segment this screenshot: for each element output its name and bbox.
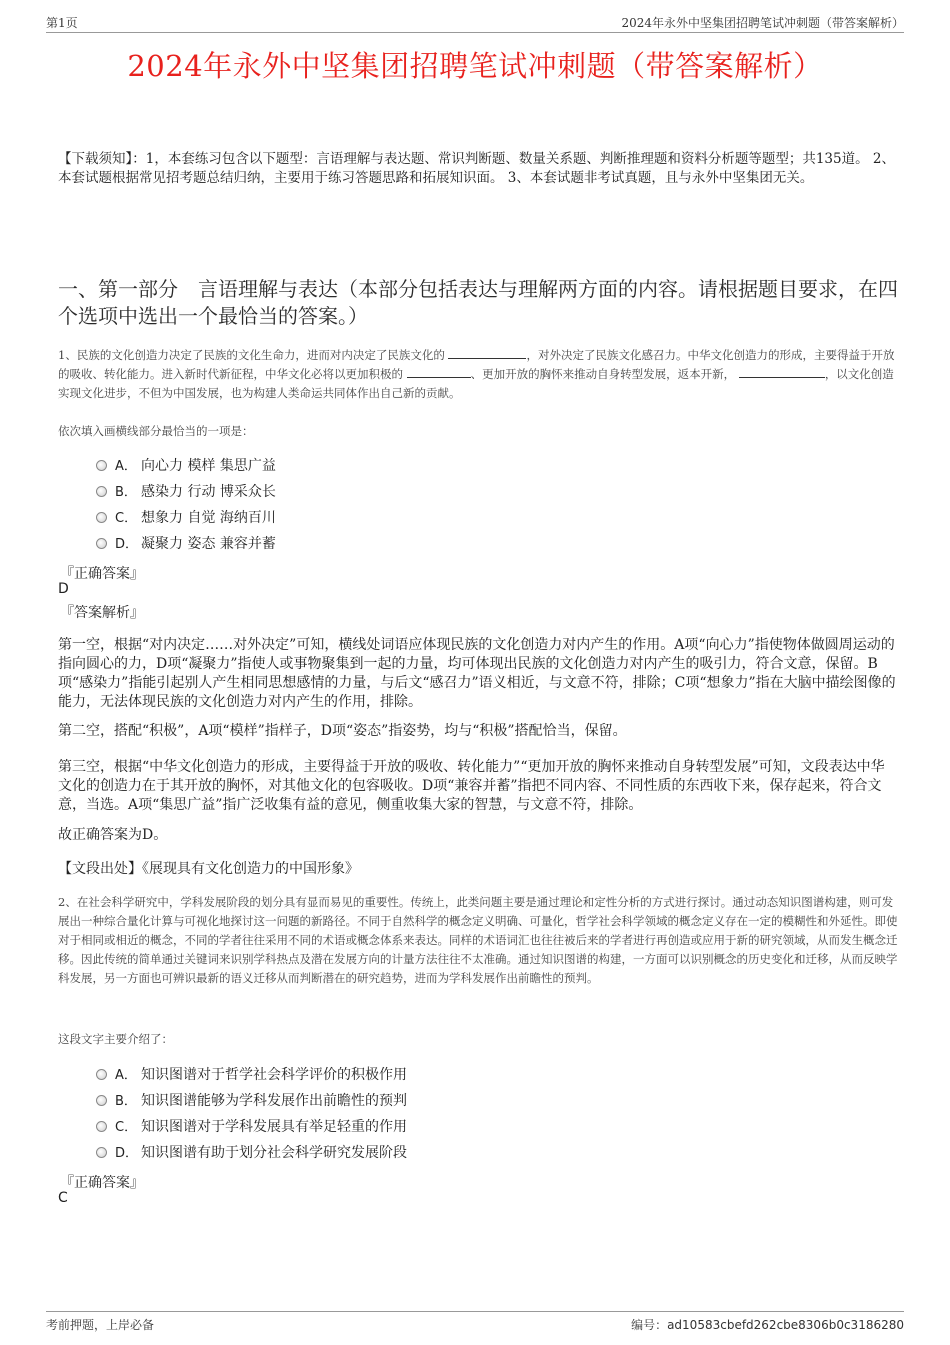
radio-icon[interactable] [96, 538, 107, 549]
q1-source: 【文段出处】《展现具有文化创造力的中国形象》 [58, 861, 359, 877]
q1-analysis-label: 『答案解析』 [60, 605, 144, 621]
q1-answer-label: 『正确答案』 [60, 566, 144, 582]
page-footer [46, 1311, 904, 1334]
question-2-prompt: 这段文字主要介绍了： [58, 1032, 173, 1046]
q1-option-b[interactable]: B． 感染力 行动 博采众长 [96, 482, 276, 502]
radio-icon[interactable] [96, 512, 107, 523]
q2-option-c[interactable]: C． 知识图谱对于学科发展具有举足轻重的作用 [96, 1117, 407, 1137]
q1-analysis-para-3: 第三空，根据“中华文化创造力的形成，主要得益于开放的吸收、转化能力”“更加开放的胸怀来推动自身转型发展”可知，文段表达中华文化的创造力在于其开放的胸怀，对其他文化的包容吸收。D项“兼容并蓄”指把不同内容、不同性质的东西收下来，保存起来，符合文意，当选。A项“集思广益”指广泛收集有益的意见，侧重收集大家的智慧，与文意不符，排除。 [58, 759, 885, 813]
q1-option-a[interactable]: A． 向心力 模样 集思广益 [96, 456, 276, 476]
fill-blank-2 [407, 365, 471, 378]
q1-option-d[interactable]: D． 凝聚力 姿态 兼容并蓄 [96, 534, 276, 554]
radio-icon[interactable] [96, 1069, 107, 1080]
question-1-prompt: 依次填入画横线部分最恰当的一项是： [58, 424, 254, 438]
q1-analysis-para-2: 第二空，搭配“积极”，A项“模样”指样子，D项“姿态”指姿势，均与“积极”搭配恰当，保留。 [58, 723, 627, 739]
radio-icon[interactable] [96, 460, 107, 471]
q2-option-b[interactable]: B． 知识图谱能够为学科发展作出前瞻性的预判 [96, 1091, 407, 1111]
fill-blank-3 [739, 365, 825, 378]
header-doc-title: 2024年永外中坚集团招聘笔试冲刺题（带答案解析） [621, 16, 904, 30]
q1-analysis-para-1: 第一空，根据“对内决定……对外决定”可知，横线处词语应体现民族的文化创造力对内产生的作用。A项“向心力”指使物体做圆周运动的指向圆心的力，D项“凝聚力”指使人或事物聚集到一起的力量，均可体现出民族的文化创造力对内产生的吸引力，符合文意，保留。B项“感染力”指能引起别人产生相同思想感情的力量，与后文“感召力”语义相近，与文意不符，排除；C项“想象力”指在大脑中描绘图像的能力，无法体现民族的文化创造力对内产生的作用，排除。 [58, 637, 896, 710]
radio-icon[interactable] [96, 1121, 107, 1132]
fill-blank-1 [448, 346, 526, 359]
radio-icon[interactable] [96, 1095, 107, 1106]
question-2-text: 2、在社会科学研究中，学科发展阶段的划分具有显而易见的重要性。传统上，此类问题主要是通过理论和定性分析的方式进行探讨。通过动态知识图谱构建，则可发展出一种综合量化计算与可视化地探讨这一问题的新路径。不同于自然科学的概念定义明确、可量化，哲学社会科学领域的概念定义存在一定的模糊性和外延性。即使对于相同或相近的概念，不同的学者往往采用不同的术语或概念体系来表达。同样的术语词汇也往往被后来的学者进行再创造或应用于新的研究领域，从而发生概念迁移。因此传统的简单通过关键词来识别学科热点及潜在发展方向的计量方法往往不太准确。通过知识图谱的构建，一方面可以识别概念的历史变化和迁移，从而反映学科发展，另一方面也可辨识最新的语义迁移从而判断潜在的研究趋势，进而为学科发展作出前瞻性的预判。 [58, 895, 898, 985]
document-title: 2024年永外中坚集团招聘笔试冲刺题（带答案解析） [127, 49, 823, 83]
q1-option-c[interactable]: C． 想象力 自觉 海纳百川 [96, 508, 276, 528]
q2-option-d[interactable]: D． 知识图谱有助于划分社会科学研究发展阶段 [96, 1143, 407, 1163]
page-number: 第1页 [46, 16, 78, 30]
q1-analysis-para-4: 故正确答案为D。 [58, 827, 168, 843]
section-heading: 一、第一部分 言语理解与表达（本部分包括表达与理解两方面的内容。请根据题目要求，在四个选项中选出一个最恰当的答案。） [58, 277, 898, 328]
page-header [46, 12, 904, 33]
q2-answer-label: 『正确答案』 [60, 1175, 144, 1191]
radio-icon[interactable] [96, 486, 107, 497]
download-notice: 【下载须知】：1，本套练习包含以下题型：言语理解与表达题、常识判断题、数量关系题、判断推理题和资料分析题等题型；共135道。 2、本套试题根据常见招考题总结归纳，主要用于练习答题思路和拓展知识面。 3、本套试题非考试真题，且与永外中坚集团无关。 [58, 151, 895, 186]
footer-code: 编号：ad10583cbefd262cbe8306b0c3186280 [631, 1318, 904, 1332]
radio-icon[interactable] [96, 1147, 107, 1158]
footer-slogan: 考前押题，上岸必备 [46, 1318, 155, 1332]
q2-option-a[interactable]: A． 知识图谱对于哲学社会科学评价的积极作用 [96, 1065, 407, 1085]
q2-answer: C [58, 1190, 68, 1206]
q1-answer: D [58, 581, 69, 597]
question-1-text: 1、民族的文化创造力决定了民族的文化生命力，进而对内决定了民族文化的 ，对外决定了民族文化感召力。中华文化创造力的形成，主要得益于开放的吸收、转化能力。进入新时代新征程，中华文化必将以更加积极的 、更加开放的胸怀来推动自身转型发展，返本开新， ，以文化创造实现文化进步，不但为中国发展，也为构建人类命运共同体作出自己新的贡献。 [58, 348, 895, 400]
